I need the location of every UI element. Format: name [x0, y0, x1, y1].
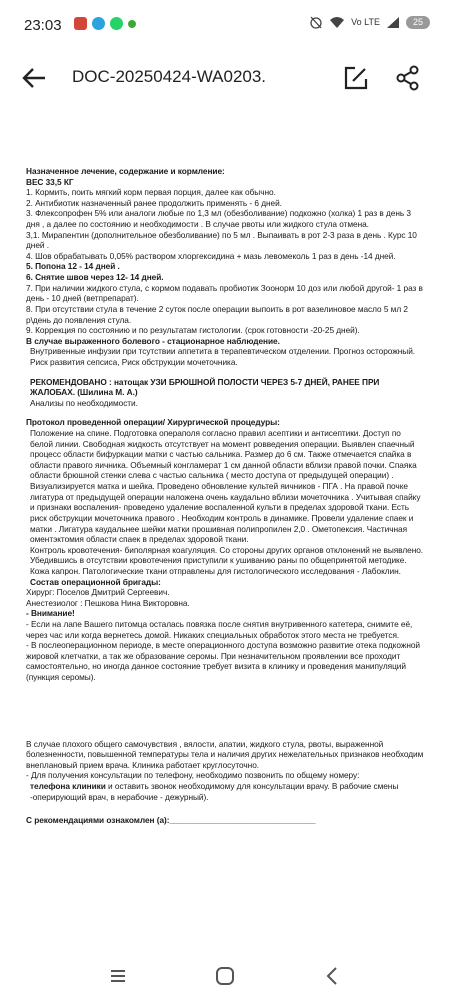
volte-label: Vo LTE	[351, 17, 380, 27]
back-nav-icon[interactable]	[322, 965, 344, 987]
notification-icons	[74, 17, 136, 30]
severe-pain-text: Внутривенные инфузии при тсутствии аппетита в терапевтическом отделении. Прогноз осторожный. Риск развития сепсиса, Риск обструкции мочеточника.	[30, 346, 416, 367]
treatment-item: 3. Флексопрофен 5% или аналоги любые по 1,3 мл (обезболивание) подкожно (холка) 1 раз в день 3 дня , а далее по состоянию и необходимости . В случае рвоты или жидкого стула отмена.	[26, 208, 411, 230]
surgeon-line: Хирург: Поселов Дмитрий Сергеевич.	[26, 587, 170, 598]
recommended-text: РЕКОМЕНДОВАНО : натощак УЗИ БРЮШНОЙ ПОЛОСТИ ЧЕРЕЗ 5-7 ДНЕЙ, РАНЕЕ ПРИ ЖАЛОБАХ. (Шилина М. А.)	[30, 376, 380, 398]
status-right-icons	[309, 15, 430, 29]
anesthesiologist-line: Анестезиолог : Пешкова Нина Викторовна.	[26, 597, 190, 608]
clinic-phone-bold: телефона клиники	[30, 781, 106, 792]
severe-pain-heading: В случае выраженного болевого - стационарное наблюдение.	[26, 335, 280, 346]
share-icon[interactable]	[395, 65, 421, 91]
bad-state-text: В случае плохого общего самочувствия , вялости, апатии, жидкого стула, рвоты, выраженной болезненности, повышенной температуры тела и наличия других нежелательных признаков необходим внеплановый прием врача. Клиника работает круглосуточно.	[26, 738, 424, 770]
treatment-item: 3,1. Мирапентин (дополнительное обезболивание) по 5 мл . Выпаивать в рот 2-3 раза в день . Курс 10 дней .	[26, 229, 417, 251]
document-page	[26, 166, 426, 826]
document-title: DOC-20250424-WA0203.	[72, 67, 267, 86]
status-bar	[0, 0, 450, 50]
battery-icon: 25	[406, 16, 430, 29]
back-arrow-icon[interactable]	[20, 64, 48, 92]
line-icon	[128, 20, 136, 28]
alarm-off-icon	[309, 15, 323, 29]
edit-icon[interactable]	[343, 65, 369, 91]
attention-heading: - Внимание!	[26, 608, 75, 619]
recent-apps-icon[interactable]	[107, 965, 129, 987]
weight-line: ВЕС 33,5 КГ	[26, 176, 74, 187]
clinic-phone-line	[26, 781, 426, 802]
acknowledged-line: С рекомендациями ознакомлен (а):________________________________	[26, 815, 316, 826]
team-heading: Состав операционной бригады:	[30, 576, 161, 587]
wifi-icon	[329, 16, 345, 29]
attention-item: - В послеоперационном периоде, в месте операционного доступа возможно развитие отека подкожной жировой клетчатки, а так же образование серомы. При незначительном проявлении все проходит самостоятельно, но иногда данное состояние требует визита в клинику и проведения манипуляций (пункция серомы).	[26, 640, 420, 683]
mail-icon	[74, 17, 87, 30]
toolbar	[0, 50, 450, 106]
protocol-heading: Протокол проведенной операции/ Хирургической процедуры:	[26, 417, 280, 428]
clinic-phone-rest: и оставить звонок необходимому для консультации врачу. В рабочие смены -оперирующий врач, в нерабочие - дежурный).	[30, 781, 399, 802]
treatment-item: 2. Антибиотик назначенный ранее продолжить применять - 6 дней.	[26, 197, 282, 208]
treatment-item: 1. Кормить, поить мягкий корм первая порция, далее как обычно.	[26, 187, 276, 198]
treatment-item: 8. При отсутствии стула в течение 2 суток после операции выпоить в рот вазелиновое масло 5 мл 2 р\день до появления стула.	[26, 303, 408, 325]
treatment-heading: Назначенное лечение, содержание и кормление:	[26, 166, 225, 176]
protocol-text: Положение на спине. Подготовка операполя согласно правил асептики и антисептики. Доступ по белой линии. Свободная жидкость отсутствует на момент ровведения операции. Выявлен спаечный процесс области бифуркации матки с частью сальника. Размер до 6 см. Также отмечается спайка в области правого яичника. Объемный конгламерат 1 см данной области вблизи правой почки. Спаяка области брюшной стенки слева с частью сальника ( место доступа от предыдущей операции) . Визуализируется матка и шейка. Проведено обновление культей яичников - ПГА . На правой почке лигатура от предыдущей операции наложена очень каудально вблизи мочеточника . Учитывая спайку и признаки воспаления- проведено удаление воспаленной культи в пределах здоровой ткани. Есть риск обструкции мочеточника правого . Необходим контроль в динамике. Провели удаление спаек и матки . Лигатура каудальнее шейки матки прошивная полипропилен 2,0 . Ометопексия. Частичная оментэктомия области спаек в пределах здоровой ткани.	[30, 428, 421, 545]
treatment-item: 5. Попона 12 - 14 дней .	[26, 261, 120, 272]
signal-icon	[386, 16, 400, 29]
status-time: 23:03	[24, 17, 62, 34]
treatment-item: 7. При наличии жидкого стула, с кормом подавать пробиотик Зоонорм 10 доз или любой другой- 1 раз в день - 10 дней (ветпрепарат).	[26, 282, 423, 304]
protocol-text-2: Контроль кровотечения- биполярная коагуляция. Со стороны других органов отклонений не выявлено. Убедившись в отсутствии кровотечения приступили к ушиванию раны по общепринятой методике. Кожа капрон. Патологические ткани отправлены для гистологического исследования - Лабоклин.	[30, 544, 424, 576]
recommended-sub: Анализы по необходимости.	[30, 397, 138, 408]
consult-text: - Для получения консультации по телефону, необходимо позвонить по общему номеру:	[26, 770, 360, 781]
attention-item: - Если на лапе Вашего питомца осталась повязка после снятия внутривенного катетера, снимите её, через час или когда вернетесь домой. Никаких специальных обработок этого места не требуется.	[26, 618, 413, 640]
telegram-icon	[92, 17, 105, 30]
whatsapp-icon	[110, 17, 123, 30]
treatment-item: 9. Коррекция по состоянию и по результатам гистологии. (срок готовности -20-25 дней).	[26, 325, 360, 336]
treatment-item: 6. Снятие швов через 12- 14 дней.	[26, 272, 164, 283]
treatment-item: 4. Шов обрабатывать 0,05% раствором хлоргексидина + мазь левомеколь 1 раз в день -14 дней.	[26, 250, 396, 261]
navigation-bar	[0, 955, 450, 1000]
home-icon[interactable]	[214, 965, 236, 987]
